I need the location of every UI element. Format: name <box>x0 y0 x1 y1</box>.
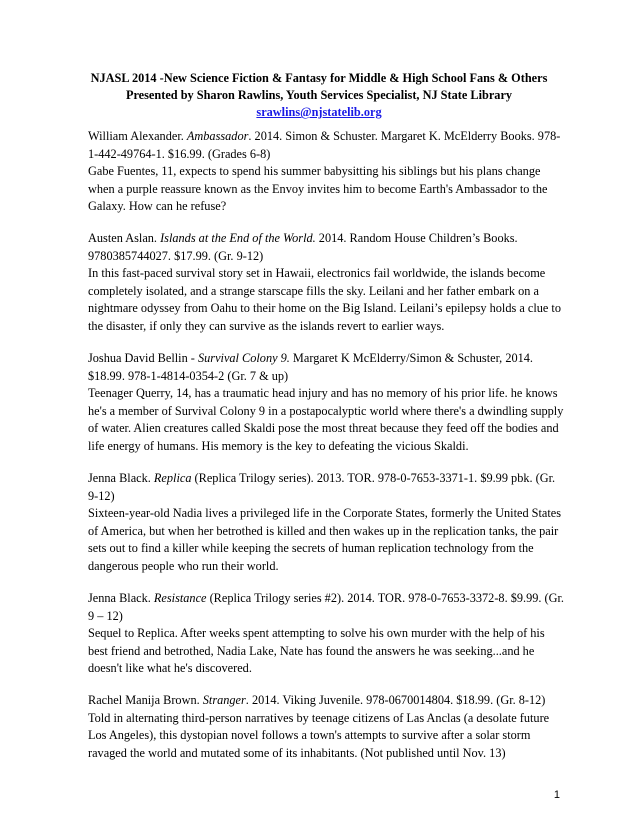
entry-line <box>88 590 564 608</box>
entry-line <box>88 540 558 558</box>
entry-line <box>88 385 558 403</box>
entry-text: Joshua David Bellin - <box>88 351 198 365</box>
entry-line <box>88 420 558 438</box>
entry-line <box>88 505 562 523</box>
book-entry <box>88 128 561 216</box>
header-title: NJASL 2014 -New Science Fiction & Fantasy for Middle & High School Fans & Others <box>90 71 548 85</box>
entry-text: when a purple reassure known as the Envoy invites him to become Earth's Ambassador to the <box>88 181 548 196</box>
entry-text: 9 – 12) <box>88 608 123 623</box>
entry-line <box>88 350 558 368</box>
entry-text: In this fast-paced survival story set in Hawaii, electronics fail worldwide, the islands become <box>88 266 546 281</box>
entry-text: . 2014. Simon & Schuster. Margaret K. McElderry Books. 978- <box>248 129 561 143</box>
entry-text: doesn't like what he's discovered. <box>88 661 252 676</box>
entry-text: Teenager Querry, 14, has a traumatic head injury and has no memory of his prior life. he knows <box>88 386 558 401</box>
entry-line <box>88 146 558 164</box>
entry-line <box>88 558 558 576</box>
entry-text: Jenna Black. <box>88 591 154 605</box>
entry-line <box>88 248 558 266</box>
entry-line <box>88 488 558 506</box>
entry-line <box>88 368 558 386</box>
entry-line <box>88 625 558 643</box>
book-entry <box>88 470 562 576</box>
entry-line <box>88 265 558 283</box>
entry-text: 1-442-49764-1. $16.99. (Grades 6-8) <box>88 146 271 161</box>
entry-line <box>88 181 558 199</box>
entry-line <box>88 300 561 318</box>
entry-text: dangerous people who run their world. <box>88 558 279 573</box>
entry-line <box>88 608 558 626</box>
entry-line <box>88 163 558 181</box>
entry-text: (Replica Trilogy series). 2013. TOR. 978-0-7653-3371-1. $9.99 pbk. (Gr. <box>191 471 556 485</box>
entry-line <box>88 523 558 541</box>
entry-line <box>88 710 558 728</box>
entry-line <box>88 198 558 216</box>
entry-text: the disaster, if only they can survive as the islands revert to earlier ways. <box>88 318 445 333</box>
entry-line <box>88 318 558 336</box>
entry-text: Sixteen-year-old Nadia lives a privileged life in the Corporate States, formerly the United States <box>88 506 562 521</box>
entry-line <box>88 438 558 456</box>
entry-text: (Replica Trilogy series #2). 2014. TOR. 978-0-7653-3372-8. $9.99. (Gr. <box>206 591 564 605</box>
entry-text: nightmare odyssey from Oahu to their home on the Big Island. Leilani’s epilepsy holds a clue to <box>88 301 561 316</box>
entry-text: Jenna Black. <box>88 471 154 485</box>
entry-line <box>88 745 558 763</box>
entry-text: Gabe Fuentes, 11, expects to spend his summer babysitting his siblings but his plans change <box>88 164 541 179</box>
entry-text: of water. Alien creatures called Skaldi pose the most threat because they feed off the bodies and <box>88 421 559 436</box>
book-entry <box>88 350 564 456</box>
header-email-link[interactable]: srawlins@njstatelib.org <box>256 105 382 119</box>
entry-text: of America, but when her betrothed is killed and then wakes up in the replication tanks, the pair <box>88 523 559 538</box>
entry-text: 2014. Random House Children’s Books. <box>315 231 518 245</box>
book-title: Survival Colony 9. <box>197 351 290 365</box>
entry-line <box>88 283 558 301</box>
entry-text: William Alexander. <box>88 129 187 143</box>
page-number: 1 <box>553 789 560 801</box>
book-entry <box>88 692 558 762</box>
entry-line <box>88 727 558 745</box>
entry-text: completely isolated, and a strange starscape fills the sky. Leilani and her father embark on a <box>88 283 539 298</box>
document-header <box>60 70 578 121</box>
entry-text: best friend and betrothed, Nadia Lake, Nate has found the answers he was seeking...and he <box>88 643 535 658</box>
entry-text: Told in alternating third-person narratives by teenage citizens of Las Anclas (a desolate future <box>88 710 550 725</box>
header-presenter: Presented by Sharon Rawlins, Youth Services Specialist, NJ State Library <box>125 88 513 102</box>
entry-text: Austen Aslan. <box>88 231 161 245</box>
entry-text: . 2014. Viking Juvenile. 978-0670014804. $18.99. (Gr. 8-12) <box>245 693 546 707</box>
book-title: Ambassador <box>186 129 249 143</box>
entry-text: ravaged the world and mutated some of its inhabitants. (Not published until Nov. 13) <box>88 745 506 760</box>
entry-text: 9780385744027. $17.99. (Gr. 9-12) <box>88 248 264 263</box>
entry-text: 9-12) <box>88 488 115 503</box>
entry-line <box>88 692 558 710</box>
entry-text: Margaret K McElderry/Simon & Schuster, 2014. <box>289 351 533 365</box>
entry-text: sets out to find a killer while keeping the secrets of human replication technology from the <box>88 541 534 556</box>
entry-text: life energy of humans. His memory is the key to defeating the vicious Skaldi. <box>88 438 469 453</box>
entry-line <box>88 230 558 248</box>
entry-text: Los Angeles), this dystopian novel follows a town's attempts to survive after a solar storm <box>88 728 531 743</box>
book-title: Islands at the End of the World. <box>160 231 316 245</box>
entry-text: he's a member of Survival Colony 9 in a postapocalyptic world where there's a dwindling supply <box>88 403 564 418</box>
book-entry <box>88 230 561 336</box>
entry-text: $18.99. 978-1-4814-0354-2 (Gr. 7 & up) <box>88 368 289 383</box>
book-title: Stranger <box>202 693 246 707</box>
entry-line <box>88 643 558 661</box>
book-entry <box>88 590 564 678</box>
entry-text: Rachel Manija Brown. <box>88 693 203 707</box>
book-title: Replica <box>153 471 192 485</box>
entry-line <box>88 128 561 146</box>
entry-text: Sequel to Replica. After weeks spent attempting to solve his own murder with the help of his <box>88 626 545 641</box>
entry-line <box>88 660 558 678</box>
entry-line <box>88 403 564 421</box>
book-title: Resistance <box>153 591 207 605</box>
entry-text: Galaxy. How can he refuse? <box>88 199 227 214</box>
entry-line <box>88 470 558 488</box>
